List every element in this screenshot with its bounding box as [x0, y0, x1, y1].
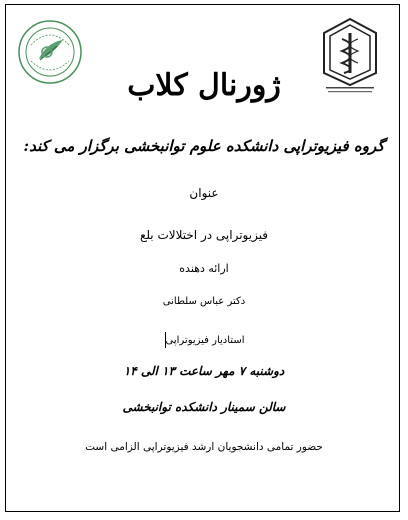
presenter-rank-row: [0, 332, 408, 348]
presenter-name: دکتر عباس سلطانی: [162, 296, 246, 307]
attendance-notice: حضور تمامی دانشجویان ارشد فیزیوتراپی الزامی است: [85, 441, 323, 453]
page-title: ژورنال کلاب: [127, 68, 281, 103]
organizer-text: گروه فیزیوتراپی دانشکده علوم توانبخشی برگزار می کند:: [23, 137, 385, 155]
event-datetime: دوشنبه ۷ مهر ساعت ۱۳ الی ۱۴: [123, 364, 285, 378]
event-venue: سالن سمینار دانشکده توانبخشی: [122, 400, 286, 414]
presenter-rank: استادیار فیزیوتراپی: [165, 335, 245, 346]
subject-text: فیزیوتراپی در اختلالات بلع: [139, 228, 269, 242]
presenter-label: ارائه دهنده: [179, 262, 229, 275]
subject-label: عنوان: [189, 186, 219, 200]
